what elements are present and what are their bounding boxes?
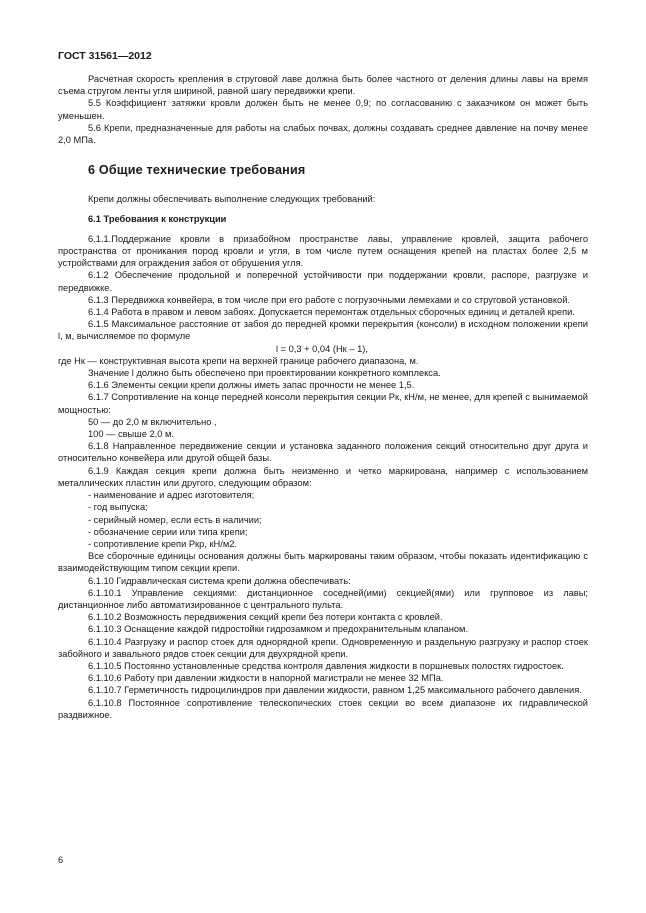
paragraph: где Hк — конструктивная высота крепи на верхней границе рабочего диапазона, м. bbox=[58, 355, 419, 366]
paragraph: 6.1.8 Направленное передвижение секции и установка заданного положения секций относительно друг друга и относительно конвейера или другой общей базы. bbox=[58, 441, 588, 464]
paragraph: 100 — свыше 2,0 м. bbox=[88, 429, 174, 440]
section-heading: 6 Общие технические требования bbox=[88, 163, 306, 178]
paragraph: 6.1.10.5 Постоянно установленные средства контроля давления жидкости в поршневых полостях гидростоек. bbox=[88, 660, 564, 671]
paragraph: 6.1.10.2 Возможность передвижения секций крепи без потери контакта с кровлей. bbox=[88, 612, 443, 623]
paragraph: 6.1.2 Обеспечение продольной и поперечной устойчивости при поддержании кровли, распоре, разгрузке и передвижке. bbox=[58, 270, 588, 293]
paragraph: Крепи должны обеспечивать выполнение следующих требований: bbox=[88, 194, 376, 205]
paragraph: 6.1.10 Гидравлическая система крепи должна обеспечивать: bbox=[88, 575, 351, 586]
paragraph: - год выпуска; bbox=[88, 502, 148, 513]
paragraph: 6.1.3 Передвижка конвейера, в том числе при его работе с погрузочными лемехами и со струговой установкой. bbox=[88, 294, 570, 305]
paragraph: 50 — до 2,0 м включительно , bbox=[88, 416, 217, 427]
paragraph: 6.1.10.3 Оснащение каждой гидростойки гидрозамком и предохранительным клапаном. bbox=[88, 624, 469, 635]
subsection-heading: 6.1 Требования к конструкции bbox=[88, 213, 227, 224]
paragraph: Расчетная скорость крепления в струговой лаве должна быть более частного от деления длины лавы на время съема стругом ленты угля шириной, равной шагу передвижки крепи. bbox=[58, 74, 588, 97]
paragraph: 6.1.10.7 Герметичность гидроцилиндров при давлении жидкости, равном 1,25 максимального рабочего давления. bbox=[88, 685, 582, 696]
document-body bbox=[58, 73, 588, 721]
paragraph: 6.1.5 Максимальное расстояние от забоя до передней кромки перекрытия (консоли) в исходном положении крепи l, м, вычисляемое по формуле bbox=[58, 319, 588, 342]
paragraph: 5.5 Коэффициент затяжки кровли должен быть не менее 0,9; по согласованию с заказчиком он может быть уменьшен. bbox=[58, 98, 588, 121]
paragraph: 6.1.9 Каждая секция крепи должна быть неизменно и четко маркирована, например с использованием металлических пластин или другого, следующим образом: bbox=[58, 465, 588, 488]
paragraph: 6.1.4 Работа в правом и левом забоях. Допускается перемонтаж отдельных сборочных единиц и деталей крепи. bbox=[88, 307, 575, 318]
paragraph: 6.1.7 Сопротивление на конце передней консоли перекрытия секции Pк, кН/м, не менее, для крепей с вынимаемой мощностью: bbox=[58, 392, 588, 415]
paragraph: 6.1.10.8 Постоянное сопротивление телескопических стоек секции во всем диапазоне их гидравлической раздвижное. bbox=[58, 697, 588, 720]
paragraph: - сопротивление крепи Pкр, кН/м2. bbox=[88, 538, 237, 549]
paragraph: 6.1.10.4 Разгрузку и распор стоек для однорядной крепи. Одновременную и раздельную разгрузку и распор стоек забойного и завального рядов стоек секции для двухрядной крепи. bbox=[58, 636, 588, 659]
document-header: ГОСТ 31561—2012 bbox=[58, 50, 152, 62]
paragraph: 6.1.10.6 Работу при давлении жидкости в напорной магистрали не менее 32 МПа. bbox=[88, 673, 444, 684]
paragraph: 6.1.6 Элементы секции крепи должны иметь запас прочности не менее 1,5. bbox=[88, 380, 415, 391]
paragraph: 6.1.1.Поддержание кровли в призабойном пространстве лавы, управление кровлей, защита рабочего пространства от проникания пород кровли и угля, в том числе путем оснащения крепей на пластах более 2,5 м устройствами для ограждения забоя от обрушения угля. bbox=[58, 233, 588, 269]
paragraph: l = 0,3 + 0,04 (Hк – 1), bbox=[276, 343, 368, 354]
paragraph: - серийный номер, если есть в наличии; bbox=[88, 514, 262, 525]
paragraph: Значение l должно быть обеспечено при проектировании конкретного комплекса. bbox=[88, 368, 441, 379]
paragraph: - обозначение серии или типа крепи; bbox=[88, 526, 248, 537]
page-number: 6 bbox=[58, 855, 64, 865]
paragraph: 5.6 Крепи, предназначенные для работы на слабых почвах, должны создавать среднее давление на почву менее 2,0 МПа. bbox=[58, 122, 588, 146]
paragraph: - наименование и адрес изготовителя; bbox=[88, 490, 255, 501]
paragraph: 6.1.10.1 Управление секциями: дистанционное соседней(ими) секцией(ями) или групповое из лавы; дистанционное либо автоматизированное с центрального пульта. bbox=[58, 587, 588, 610]
paragraph: Все сборочные единицы основания должны быть маркированы таким образом, чтобы показать идентификацию с взаимодействующим типом секции крепи. bbox=[58, 551, 588, 574]
